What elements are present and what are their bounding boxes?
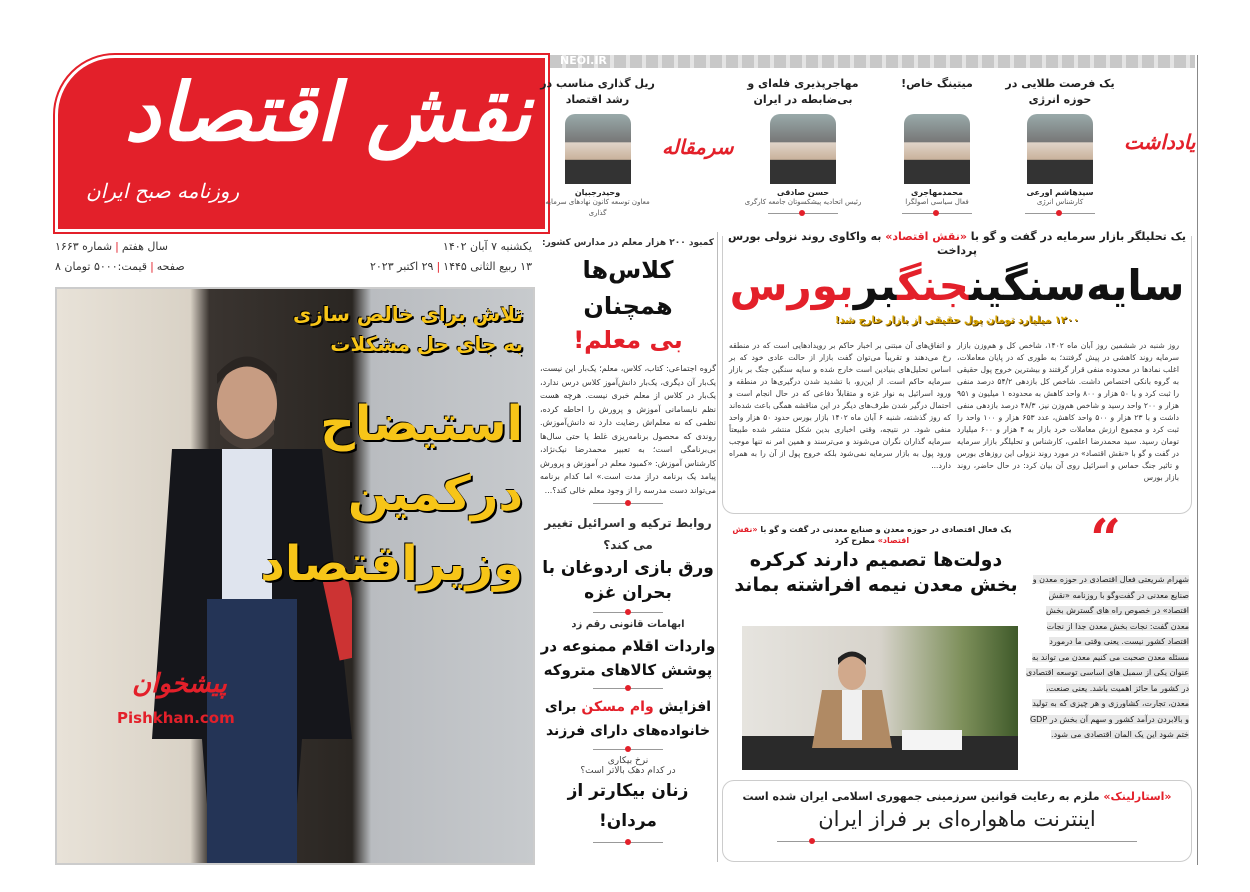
story-unemployment[interactable] xyxy=(540,756,716,836)
kicker-part: مطرح کرد xyxy=(834,536,875,545)
price-info: ۸ صفحه|قیمت:۵۰۰۰ تومان xyxy=(55,260,185,273)
lead-body-col2: و اتفاق‌های آن مبتنی بر اخبار حاکم بر رویدادهایی است که در منطقه رخ می‌دهند و تقریباً می‌توان گفت بازار از حالت عادی خود که بر اساس تحلیل‌های بنیادین است خارج شده و سایه سنگین جنگ بر بازار سرمایه حاکم است. از این‌رو، با تشدید شدن درگیری‌ها در منطقه و ورود اسرائیل به نوار غزه و متقابلاً دفاعی که در حال انجام است و احتمال درگیر شدن طرف‌های دیگر در این مناقشه همگی باعث شده‌اند که روز گذشته، شنبه ۶ آبان ماه ۱۴۰۲ بازار بورس حدود ۵۰ هزار واحد منفی شود. در نتیجه، وقتی اخباری بدین شکل منتشر شده طبیعتاً سرمایه گذاران نگران می‌شوند و می‌ترسند و همین امر نه تنها موجب ورود پول به بازار سرمایه نمی‌شود بلکه خروج پول از آن را به همراه دارد... xyxy=(729,341,951,470)
kicker-part: یک فعال اقتصادی در حوزه معدن و صنایع معدنی در گفت و گو با xyxy=(760,525,1012,534)
kicker: ابهامات قانونی رقم زد xyxy=(571,619,685,630)
kicker-red: «نقش اقتصاد» xyxy=(885,230,967,243)
story-turkey[interactable] xyxy=(540,512,716,606)
headline-part: افزایش xyxy=(658,699,712,715)
divider xyxy=(777,841,1137,842)
headline-red: وام مسکن xyxy=(581,699,654,715)
author-name: محمدمهاجری xyxy=(910,188,963,197)
headline-part: برای خانواده‌های دارای فرزند xyxy=(544,699,711,739)
lead-subhead: ۱۲۰۰ میلیارد تومان پول حقیقی از بازار خارج شد! xyxy=(834,315,1080,326)
kicker-part: به واکاوی روند نزولی بورس پرداخت xyxy=(727,230,977,257)
date-solar: یکشنبه ۷ آبان ۱۴۰۲ xyxy=(442,240,532,253)
kicker: نرخ بیکاری xyxy=(607,756,649,766)
kicker-red: «نقش اقتصاد» xyxy=(732,525,910,545)
mining-headline[interactable]: دولت‌ها تصمیم دارند کرکره بخش معدن نیمه افراشته بماند xyxy=(734,549,1018,596)
cover-headline-2: درکمین xyxy=(347,466,523,522)
headline: کلاس‌ها همچنان xyxy=(582,256,674,320)
story-imports[interactable] xyxy=(540,619,716,682)
author-name: حسن صادقی xyxy=(776,188,830,197)
author-role: رئیس اتحادیه پیشکسوتان جامعه کارگری xyxy=(744,198,862,206)
author-role: کارشناس انرژی xyxy=(1036,198,1084,206)
price: قیمت:۵۰۰۰ تومان xyxy=(64,260,148,273)
mining-photo[interactable] xyxy=(742,626,1018,770)
author-role: فعال سیاسی اصولگرا xyxy=(905,198,969,206)
opinion-card[interactable] xyxy=(540,76,655,219)
card-title: ریل گذاری مناسب در رشد اقتصاد xyxy=(540,77,655,106)
headline-red: بورس xyxy=(729,261,854,310)
cover-kicker: تلاش برای خالص سازی به جای حل مشکلات xyxy=(292,302,523,356)
kicker-part: یک تحلیلگر بازار سرمایه در گفت و گو با xyxy=(970,230,1187,243)
story-body: گروه اجتماعی: کتاب، کلاس، معلم؛ یک‌بار این نیست، یک‌بار آن دیگری، یک‌بار دانش‌آموز کلاس درس ندارد، یک‌بار در کلاس از معلم خبری نیست. هرچه هست نظم نابسامانی آموزش و پرورش را احاطه کرده، نظمی که نه معلم‌اش رضایت دارد نه دانش‌آموزش. روندی که محصول برنامه‌ریزی غلط یا حتی سال‌ها بی‌برنامگی است؛ به تعبیر محمدرضا نیک‌نژاد، کارشناس آموزش: «کمبود معلم در آموزش و پرورش پیامد یک برنامه دراز مدت است.» اما کدام برنامه می‌تواند دست مدرسه را از وجود معلم خالی کند؟... xyxy=(540,364,716,495)
cover-headline-3: وزیراقتصاد xyxy=(260,536,523,592)
divider xyxy=(902,213,972,214)
cover-photo[interactable] xyxy=(55,287,535,865)
kicker: روابط ترکیه و اسرائیل تغییر می کند؟ xyxy=(544,516,712,552)
column-rule xyxy=(717,232,718,862)
issue-number: شماره ۱۶۶۳ xyxy=(55,240,113,253)
page-rule xyxy=(1197,55,1198,865)
date-other: ۱۳ ربیع الثانی ۱۴۴۵|۲۹ اکتبر ۲۰۲۳ xyxy=(369,260,532,273)
author-name: سیدهاشم اورعی xyxy=(1026,188,1094,197)
opinion-card[interactable] xyxy=(1000,76,1120,214)
lead-story[interactable] xyxy=(722,230,1192,514)
lead-headline xyxy=(723,258,1191,314)
headline: زنان بیکارتر از مردان! xyxy=(567,781,689,831)
opinion-card[interactable] xyxy=(877,76,997,214)
headline-red: بی معلم! xyxy=(573,326,683,354)
author-photo xyxy=(904,114,970,184)
author-photo xyxy=(770,114,836,184)
headline: ورق بازی اردوغان با بحران غزه xyxy=(542,558,714,603)
quote-icon: “ xyxy=(1090,507,1122,571)
author-photo xyxy=(1027,114,1093,184)
card-title: میتینگ خاص! xyxy=(901,77,973,90)
divider xyxy=(768,213,838,214)
opinion-card[interactable] xyxy=(733,76,873,214)
kicker-red: «استارلینک» xyxy=(1103,790,1172,803)
sarmaqale-label: سرمقاله xyxy=(662,135,734,159)
headline-part: سایه‌سنگین xyxy=(968,261,1185,310)
divider xyxy=(593,842,663,843)
author-role: معاون توسعه کانون نهادهای سرمایه گذاری xyxy=(545,198,650,217)
author-name: وحیدرجبیان xyxy=(574,188,621,197)
author-photo xyxy=(565,114,631,184)
starlink-kicker xyxy=(723,790,1191,803)
middle-column xyxy=(540,238,716,849)
yaddasht-label: یادداشت xyxy=(1124,130,1196,154)
logo-name: نقش اقتصاد xyxy=(124,65,531,159)
newspaper-logo xyxy=(55,55,548,232)
divider xyxy=(593,612,663,613)
watermark-url: Pishkhan.com xyxy=(117,709,235,727)
story-loan[interactable] xyxy=(540,695,716,743)
top-strip xyxy=(550,55,1195,68)
headline-red: جنگ xyxy=(897,261,969,310)
kicker: در کدام دهک بالاتر است؟ xyxy=(580,766,676,776)
mining-kicker xyxy=(722,524,1022,546)
lead-kicker xyxy=(723,230,1191,258)
quote-text: شهرام شریعتی فعال اقتصادی در حوزه معدن و صنایع معدنی در گفت‌وگو با روزنامه «نقش اقتصاد» در خصوص راه های گسترش بخش معدن گفت: نجات بخش معدن جدا از نجات اقتصاد کشور نیست. یعنی وقتی ما درمورد مسئله معدن صحبت می کنیم معدن می تواند به عنوان یکی از سمبل های اساسی توسعه اقتصادی در کشور ما حائز اهمیت باشد. یعنی صنعت، معدن، تجارت، کشاورزی و هر چیزی که به تولید و بالابردن درآمد کشور و سهم آن بخش در GDP ختم شود این یک المان اقتصادی می شود. xyxy=(1026,575,1189,739)
starlink-headline: اینترنت ماهواره‌ای بر فراز ایران xyxy=(818,807,1096,831)
date-lunar: ۱۳ ربیع الثانی ۱۴۴۵ xyxy=(443,260,532,273)
issue-info: سال هفتم|شماره ۱۶۶۳ xyxy=(55,240,168,253)
mining-quote xyxy=(1026,572,1189,743)
logo-tagline: روزنامه صبح ایران xyxy=(86,179,240,203)
divider xyxy=(1025,213,1095,214)
headline: واردات اقلام ممنوعه در پوشش کالاهای متروکه xyxy=(540,637,716,679)
divider xyxy=(593,688,663,689)
lead-body-col1: روز شنبه در ششمین روز آبان ماه ۱۴۰۲، شاخص کل و هم‌وزن بازار سرمایه روند کاهشی در پیش گرفتند؛ به طوری که در پایان معاملات، اغلب نمادها در محدوده منفی قرار گرفتند و بیشترین خروج پول حقیقی به گروه بانکی اختصاص داشت. شاخص کل بازدهی ۵۴/۲ درصد منفی را ثبت کرد و با ۵۰ هزار و ۸۰۰ واحد کاهش به محدوده ۱ میلیون و ۹۵۱ هزار و ۲۰۰ واحد رسید و شاخص هم‌وزن نیز، ۴۸/۳ درصد بازدهی منفی داشت و با ۲۳ هزار و ۵۰۰ واحد کاهش، عدد ۶۵۳ هزار و ۱۰۰ واحد را ثبت کرد و مجموع ارزش معاملات خرد بازار به ۴ هزار و ۶۰۰ میلیارد تومان رسید. سید محمدرضا اعلمی، کارشناس و تحلیلگر بازار سرمایه در گفت و گو با «نقش اقتصاد» در مورد روند نزولی این روزهای بورس و تاثیر جنگ حماس و اسرائیل روی آن بیان کرد: در حال حاضر، روند بازار بورس xyxy=(957,341,1179,482)
site-label: NEOI.IR xyxy=(560,54,607,67)
card-title: یک فرصت طلایی در حوزه انرژی xyxy=(1005,77,1115,106)
watermark: پیشخوان xyxy=(132,669,227,699)
cover-headline-1: استیضاح xyxy=(320,396,523,452)
year: سال هفتم xyxy=(121,240,168,253)
divider xyxy=(593,749,663,750)
kicker: کمبود ۲۰۰ هزار معلم در مدارس کشور: xyxy=(541,238,715,248)
page-count: ۸ صفحه xyxy=(55,260,185,273)
starlink-story[interactable] xyxy=(722,780,1192,862)
story-teachers[interactable] xyxy=(540,238,716,497)
date-gregorian: ۲۹ اکتبر ۲۰۲۳ xyxy=(369,260,434,273)
card-title: مهاجرپذیری فله‌ای و بی‌ضابطه در ایران xyxy=(747,77,859,106)
interviewee-figure xyxy=(742,626,1018,770)
headline-part: بر xyxy=(853,261,898,310)
divider xyxy=(593,503,663,504)
kicker-part: ملزم به رعایت قوانین سرزمینی جمهوری اسلامی ایران شده است xyxy=(742,790,1100,803)
